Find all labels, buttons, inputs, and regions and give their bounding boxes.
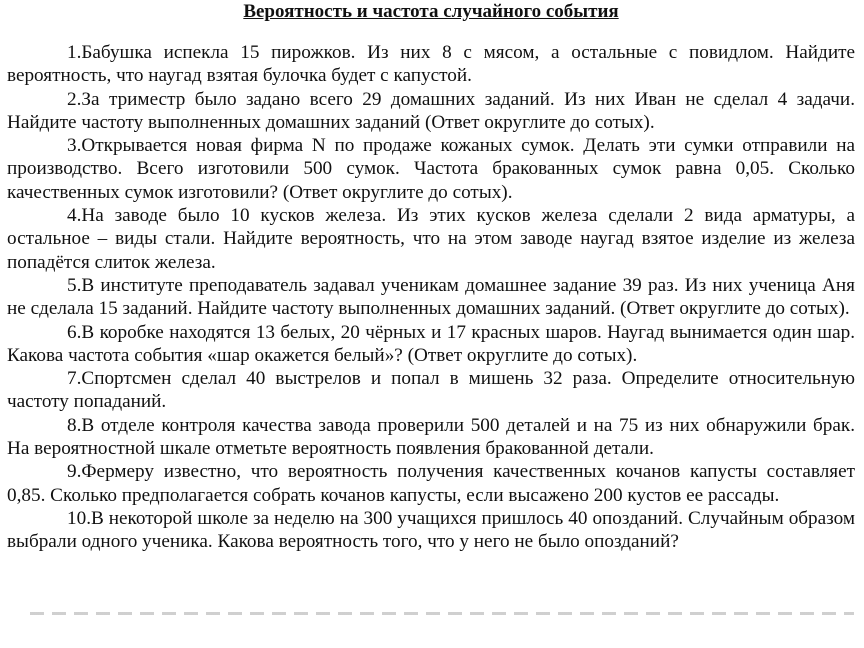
task-number: 9. — [67, 461, 82, 483]
task-number: 3. — [67, 135, 82, 157]
task-item — [7, 274, 855, 321]
task-text: На заводе было 10 кусков железа. Из этих кусков железа сделали 2 вида арматуры, а остальное – виды стали. Найдите вероятность, что на этом заводе наугад взятое изделие из железа попадётся слиток железа. — [7, 205, 855, 273]
cropped-next-line — [30, 608, 854, 618]
task-item — [7, 88, 855, 135]
task-text: За триместр было задано всего 29 домашних заданий. Из них Иван не сделал 4 задачи. Найдите частоту выполненных домашних заданий (Ответ округлите до сотых). — [7, 88, 855, 133]
task-text: Открывается новая фирма N по продаже кожаных сумок. Делать эти сумки отправили на производство. Всего изготовили 500 сумок. Частота бракованных сумок равна 0,05. Сколько качественных сумок изготовили? (Ответ округлите до сотых). — [7, 135, 855, 203]
task-text: Фермеру известно, что вероятность получения качественных кочанов капусты составляет 0,85. Сколько предполагается собрать кочанов капусты, если высажено 200 кустов ее рассады. — [7, 461, 855, 506]
task-item — [7, 507, 855, 554]
task-number: 10. — [67, 507, 91, 529]
task-item — [7, 367, 855, 414]
task-item — [7, 414, 855, 461]
task-item — [7, 204, 855, 274]
task-number: 5. — [67, 274, 82, 296]
task-number: 8. — [67, 414, 82, 436]
document-title: Вероятность и частота случайного события — [243, 1, 619, 22]
task-number: 6. — [67, 321, 82, 343]
task-number: 2. — [67, 88, 82, 110]
task-number: 7. — [67, 368, 82, 390]
task-text: В коробке находятся 13 белых, 20 чёрных и 17 красных шаров. Наугад вынимается один шар. Какова частота события «шар окажется белый»? (Ответ округлите до сотых). — [7, 321, 855, 366]
task-list — [7, 41, 855, 554]
task-item — [7, 321, 855, 368]
task-item — [7, 134, 855, 204]
task-number: 4. — [67, 205, 82, 227]
task-text: В отделе контроля качества завода проверили 500 деталей и на 75 из них обнаружили брак. На вероятностной шкале отметьте вероятность появления бракованной детали. — [7, 414, 855, 460]
task-text: В институте преподаватель задавал ученикам домашнее задание 39 раз. Из них ученица Аня не сделала 15 заданий. Найдите частоту выполненных домашних заданий. (Ответ округлите до сотых). — [7, 274, 855, 320]
task-number: 1. — [67, 42, 82, 63]
task-text: В некоторой школе за неделю на 300 учащихся пришлось 40 опозданий. Случайным образом выбрали одного ученика. Какова вероятность того, что у него не было опозданий? — [7, 507, 855, 553]
task-item — [7, 460, 855, 507]
task-item — [7, 41, 855, 88]
task-text: Бабушка испекла 15 пирожков. Из них 8 с мясом, а остальные с повидлом. Найдите вероятность, что наугад взятая булочка будет с капустой. — [7, 42, 855, 87]
task-text: Спортсмен сделал 40 выстрелов и попал в мишень 32 раза. Определите относительную частоту попаданий. — [7, 368, 855, 413]
